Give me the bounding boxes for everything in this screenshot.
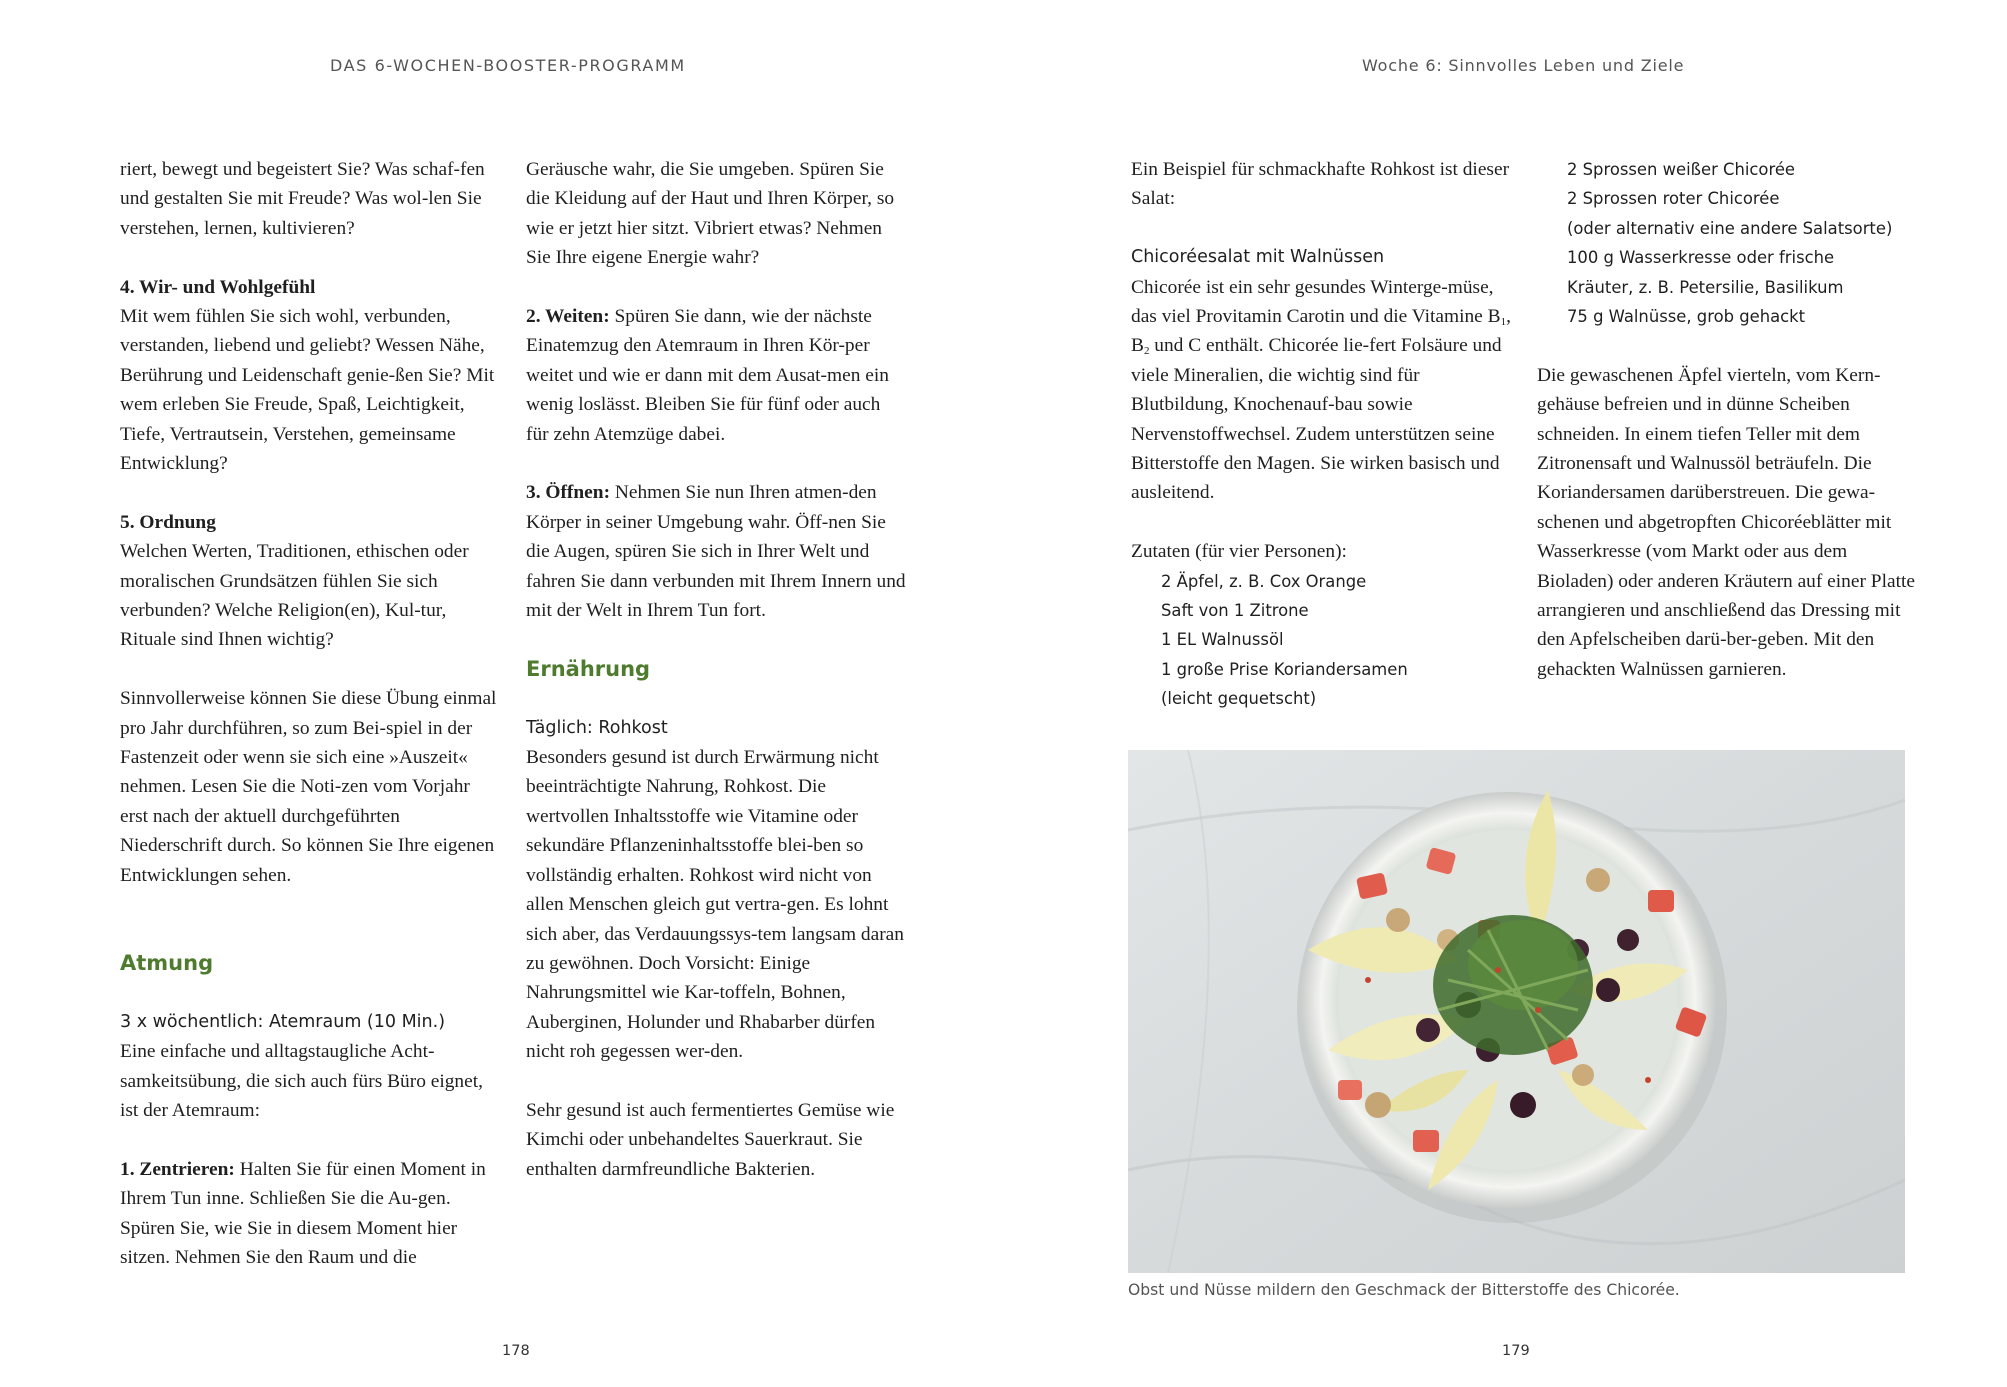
paragraph: Sinnvollerweise können Sie diese Übung einmal pro Jahr durchführen, so zum Bei-spiel in der Fastenzeit oder wenn sie sich eine »Auszeit« nehmen. Lesen Sie die Noti-zen vom Vorjahr erst nach der aktuell durchgeführten Niederschrift durch. So können Sie Ihre eigenen Entwicklungen sehen. bbox=[120, 688, 497, 886]
salad-photo bbox=[1128, 750, 1905, 1273]
ingredient-list-2 bbox=[1537, 155, 1917, 331]
subscript: 1 bbox=[1500, 316, 1507, 329]
page-number-right: 179 bbox=[1502, 1343, 1530, 1359]
ingredient-item: 2 Sprossen weißer Chicorée bbox=[1567, 160, 1795, 179]
step-2 bbox=[526, 302, 906, 449]
ingredient-item: 2 Sprossen roter Chicorée bbox=[1567, 189, 1780, 209]
section-heading-atmung: Atmung bbox=[120, 950, 214, 975]
running-head-left: DAS 6-WOCHEN-BOOSTER-PROGRAMM bbox=[330, 56, 686, 75]
right-page bbox=[1003, 0, 2007, 1387]
paragraph: Welchen Werten, Traditionen, ethischen oder moralischen Grundsätzen fühlen Sie sich verbunden? Welche Religion(en), Kul-tur, Rituale sind Ihnen wichtig? bbox=[120, 541, 469, 651]
subsection-heading: 3 x wöchentlich: Atemraum (10 Min.) bbox=[120, 1011, 446, 1032]
ingredients-label: Zutaten (für vier Personen): bbox=[1131, 541, 1347, 563]
ingredient-item: 1 große Prise Koriandersamen bbox=[1161, 659, 1408, 679]
ingredient-list-1 bbox=[1131, 567, 1511, 714]
paragraph: Besonders gesund ist durch Erwärmung nicht beeinträchtigte Nahrung, Rohkost. Die wertvollen Inhaltsstoffe wie Vitamine oder sekundäre Pflanzeninhaltsstoffe blei-ben so vollständig erhalten. Rohkost wird nicht von allen Menschen gleich gut vertra-gen. Es lohnt sich aber, das Verdauungssys-tem langsam daran zu gewöhnen. Doch Vorsicht: Einige Nahrungsmittel wie Kar-toffeln, Bohnen, Auberginen, Holunder und Rhabarber dürfen nicht roh gegessen wer-den. bbox=[526, 747, 904, 1063]
ingredient-item: 75 g Walnüsse, grob gehackt bbox=[1567, 307, 1806, 327]
section-heading-ernaehrung: Ernährung bbox=[526, 656, 651, 681]
paragraph: Geräusche wahr, die Sie umgeben. Spüren Sie die Kleidung auf der Haut und Ihren Körper, so wie er jetzt hier sitzt. Vibriert etwas? Nehmen Sie Ihre eigene Energie wahr? bbox=[526, 159, 895, 269]
desc-part: , B bbox=[1131, 306, 1511, 357]
step-1-text: Halten Sie für einen Moment in Ihrem Tun inne. Schließen Sie die Au-gen. Spüren Sie, wie Sie in diesem Moment hier sitzen. Nehmen Sie den Raum und die bbox=[120, 1158, 486, 1268]
photo-caption: Obst und Nüsse mildern den Geschmack der Bitterstoffe des Chicorée. bbox=[1128, 1281, 1680, 1299]
subsection-heading: Täglich: Rohkost bbox=[526, 717, 668, 738]
left-page bbox=[0, 0, 1003, 1387]
page-number-left: 178 bbox=[502, 1343, 530, 1359]
step-1 bbox=[120, 1155, 498, 1273]
recipe-description bbox=[1131, 273, 1511, 508]
right-column-1 bbox=[1131, 155, 1511, 714]
step-3-text: Nehmen Sie nun Ihren atmen-den Körper in seiner Umgebung wahr. Öff-nen Sie die Augen, spüren Sie sich in Ihrer Welt und fahren Sie dann verbunden mit Ihrem Innern und mit der Welt in Ihrem Tun fort. bbox=[526, 482, 906, 622]
ingredient-item: 2 Äpfel, z. B. Cox Orange bbox=[1161, 571, 1367, 591]
running-head-right: Woche 6: Sinnvolles Leben und Ziele bbox=[1362, 56, 1685, 75]
step-1-label: 1. Zentrieren: bbox=[120, 1158, 235, 1180]
subscript: 2 bbox=[1143, 345, 1150, 358]
salad-illustration bbox=[1128, 750, 1905, 1273]
right-column-2 bbox=[1537, 155, 1917, 684]
recipe-method: Die gewaschenen Äpfel vierteln, vom Kern-gehäuse befreien und in dünne Scheiben schneiden. In einem tiefen Teller mit dem Zitronensaft und Walnussöl beträufeln. Die Koriandersamen darüberstreuen. Die gewa-schenen und abgetropften Chicoréeblätter mit Wasserkresse (vom Markt oder aus dem Bioladen) oder anderen Kräutern auf einer Platte arrangieren und anschließend das Dressing mit den Apfelscheiben darü-ber-geben. Mit den gehackten Walnüssen garnieren. bbox=[1537, 364, 1915, 680]
ingredient-item: Kräuter, z. B. Petersilie, Basilikum bbox=[1567, 277, 1844, 297]
ingredient-item: 1 EL Walnussöl bbox=[1161, 630, 1284, 650]
step-3-label: 3. Öffnen: bbox=[526, 482, 611, 504]
paragraph: Sehr gesund ist auch fermentiertes Gemüse wie Kimchi oder unbehandeltes Sauerkraut. Sie enthalten darmfreundliche Bakterien. bbox=[526, 1099, 895, 1180]
recipe-title: Chicoréesalat mit Walnüssen bbox=[1131, 247, 1385, 268]
ingredient-item: 100 g Wasserkresse oder frische bbox=[1567, 248, 1835, 268]
desc-part: Chicorée ist ein sehr gesundes Winterge-müse, das viel Provitamin Carotin und die Vitamine B bbox=[1131, 276, 1501, 328]
left-column-1 bbox=[120, 155, 498, 1272]
paragraph: Eine einfache und alltagstaugliche Acht-samkeitsübung, die sich auch fürs Büro eignet, ist der Atemraum: bbox=[120, 1041, 483, 1121]
step-2-text: Spüren Sie dann, wie der nächste Einatemzug den Atemraum in Ihren Kör-per weitet und wie er dann mit dem Ausat-men ein wenig loslässt. Bleiben Sie für fünf oder auch für zehn Atemzüge dabei. bbox=[526, 306, 889, 445]
paragraph: riert, bewegt und begeistert Sie? Was schaf-fen und gestalten Sie mit Freude? Was wol-len Sie verstehen, lernen, kultivieren? bbox=[120, 159, 485, 239]
ingredient-item: (oder alternativ eine andere Salatsorte) bbox=[1567, 218, 1893, 238]
step-2-label: 2. Weiten: bbox=[526, 306, 610, 328]
question-heading-5: 5. Ordnung bbox=[120, 511, 216, 533]
ingredient-item: Saft von 1 Zitrone bbox=[1161, 601, 1309, 621]
desc-part: und C enthält. Chicorée lie-fert Folsäure und viele Mineralien, die wichtig sind für Blutbildung, Knochenauf-bau sowie Nervenstoffwechsel. Zudem unterstützen seine Bitterstoffe den Magen. Sie wirken basisch und ausleitend. bbox=[1131, 335, 1502, 504]
left-column-2 bbox=[526, 155, 906, 1184]
question-heading-4: 4. Wir- und Wohlgefühl bbox=[120, 276, 316, 298]
paragraph: Mit wem fühlen Sie sich wohl, verbunden, verstanden, liebend und geliebt? Wessen Nähe, Berührung und Leidenschaft genie-ßen Sie? Mit wem erleben Sie Freude, Spaß, Leichtigkeit, Tiefe, Vertrautsein, Verstehen, gemeinsame Entwicklung? bbox=[120, 306, 495, 475]
step-3 bbox=[526, 478, 906, 625]
ingredient-item: (leicht gequetscht) bbox=[1161, 689, 1317, 709]
paragraph: Ein Beispiel für schmackhafte Rohkost ist dieser Salat: bbox=[1131, 159, 1510, 210]
